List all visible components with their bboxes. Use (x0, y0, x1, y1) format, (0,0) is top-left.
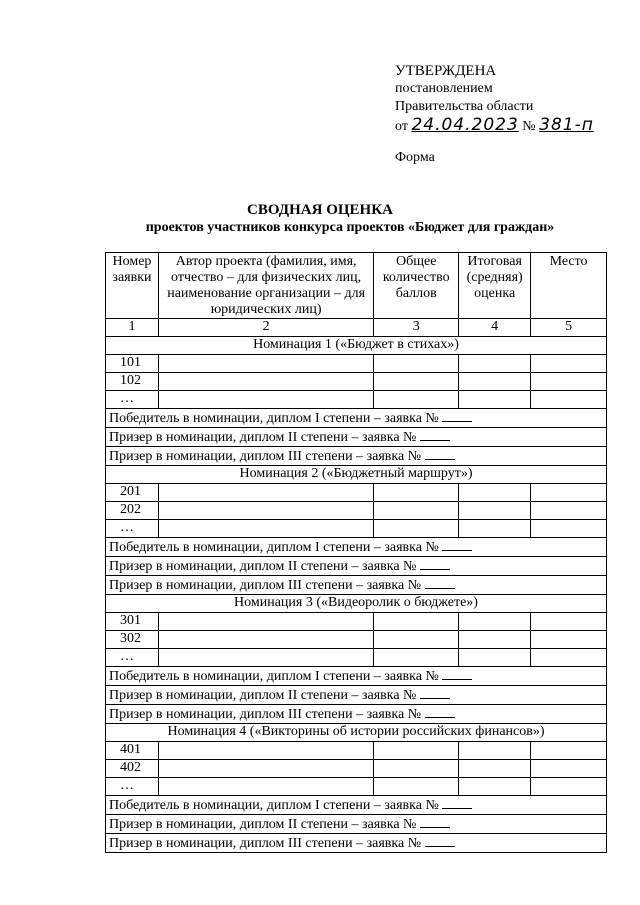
empty-cell (459, 355, 531, 373)
entry-row (106, 613, 607, 631)
result-cell (106, 834, 607, 853)
result-row (106, 705, 607, 724)
number-prefix: № (522, 119, 536, 134)
result-row (106, 538, 607, 557)
blank-line (420, 557, 450, 570)
empty-cell (531, 631, 607, 649)
summary-table (105, 252, 607, 853)
entry-row (106, 502, 607, 520)
entry-number: … (106, 649, 159, 667)
approval-block (395, 62, 625, 136)
result-row (106, 409, 607, 428)
entry-number: 401 (106, 742, 159, 760)
empty-cell (374, 355, 459, 373)
empty-cell (158, 502, 373, 520)
empty-cell (531, 502, 607, 520)
blank-line (420, 428, 450, 441)
form-label: Форма (395, 150, 435, 165)
header-application-number: Номер заявки (106, 253, 159, 319)
header-project-author: Автор проекта (фамилия, имя, отчество – для физических лиц, наименование организации – для юридических лиц) (158, 253, 373, 319)
column-number: 3 (374, 319, 459, 337)
result-row (106, 557, 607, 576)
empty-cell (374, 391, 459, 409)
result-label: Победитель в номинации, диплом I степени – заявка № (109, 669, 439, 684)
result-label: Призер в номинации, диплом III степени – заявка № (109, 836, 422, 851)
column-number: 2 (158, 319, 373, 337)
result-label: Призер в номинации, диплом III степени – заявка № (109, 449, 422, 464)
result-label: Победитель в номинации, диплом I степени – заявка № (109, 798, 439, 813)
empty-cell (158, 520, 373, 538)
entry-row (106, 484, 607, 502)
nomination-row (106, 724, 607, 742)
result-cell (106, 538, 607, 557)
blank-line (420, 815, 450, 828)
column-number: 4 (459, 319, 531, 337)
entry-row (106, 355, 607, 373)
empty-cell (459, 631, 531, 649)
empty-cell (158, 649, 373, 667)
empty-cell (374, 484, 459, 502)
empty-cell (374, 760, 459, 778)
result-cell (106, 409, 607, 428)
handwritten-date: 24.04.2023 (411, 115, 519, 135)
entry-row (106, 520, 607, 538)
approval-date-line (395, 116, 625, 136)
empty-cell (374, 613, 459, 631)
blank-line (425, 705, 455, 718)
result-row (106, 576, 607, 595)
result-cell (106, 667, 607, 686)
empty-cell (531, 742, 607, 760)
result-row (106, 428, 607, 447)
empty-cell (158, 484, 373, 502)
empty-cell (158, 613, 373, 631)
empty-cell (374, 778, 459, 796)
empty-cell (459, 649, 531, 667)
empty-cell (531, 355, 607, 373)
empty-cell (374, 502, 459, 520)
entry-number: 302 (106, 631, 159, 649)
empty-cell (158, 778, 373, 796)
empty-cell (374, 373, 459, 391)
empty-cell (459, 760, 531, 778)
empty-cell (158, 760, 373, 778)
entry-row (106, 778, 607, 796)
empty-cell (531, 484, 607, 502)
result-cell (106, 815, 607, 834)
handwritten-number: 381-п (539, 115, 594, 135)
entry-row (106, 631, 607, 649)
nomination-title: Номинация 4 («Викторины об истории российских финансов») (106, 724, 607, 742)
empty-cell (158, 742, 373, 760)
empty-cell (459, 778, 531, 796)
nomination-title: Номинация 2 («Бюджетный маршрут») (106, 466, 607, 484)
result-cell (106, 557, 607, 576)
empty-cell (374, 520, 459, 538)
approval-line-1: постановлением (395, 81, 493, 96)
result-row (106, 667, 607, 686)
result-label: Призер в номинации, диплом II степени – заявка № (109, 559, 417, 574)
blank-line (442, 538, 472, 551)
empty-cell (158, 631, 373, 649)
entry-number: … (106, 391, 159, 409)
date-prefix: от (395, 119, 408, 134)
blank-line (425, 834, 455, 847)
approval-title: УТВЕРЖДЕНА (395, 63, 497, 79)
blank-line (442, 667, 472, 680)
nomination-row (106, 595, 607, 613)
entry-row (106, 742, 607, 760)
header-place: Место (531, 253, 607, 319)
empty-cell (531, 373, 607, 391)
entry-row (106, 760, 607, 778)
entry-number: 102 (106, 373, 159, 391)
column-number-row (106, 319, 607, 337)
result-cell (106, 428, 607, 447)
empty-cell (459, 520, 531, 538)
empty-cell (531, 760, 607, 778)
empty-cell (459, 742, 531, 760)
empty-cell (459, 502, 531, 520)
blank-line (442, 796, 472, 809)
header-total-score: Общее количество баллов (374, 253, 459, 319)
entry-number: … (106, 520, 159, 538)
nomination-title: Номинация 3 («Видеоролик о бюджете») (106, 595, 607, 613)
empty-cell (158, 391, 373, 409)
empty-cell (531, 778, 607, 796)
result-label: Победитель в номинации, диплом I степени – заявка № (109, 411, 439, 426)
result-label: Призер в номинации, диплом II степени – заявка № (109, 430, 417, 445)
result-label: Призер в номинации, диплом III степени – заявка № (109, 578, 422, 593)
blank-line (425, 576, 455, 589)
nomination-title: Номинация 1 («Бюджет в стихах») (106, 337, 607, 355)
result-label: Призер в номинации, диплом III степени – заявка № (109, 707, 422, 722)
entry-number: … (106, 778, 159, 796)
result-cell (106, 705, 607, 724)
entry-row (106, 649, 607, 667)
blank-line (425, 447, 455, 460)
table-header-row (106, 253, 607, 319)
result-label: Призер в номинации, диплом II степени – заявка № (109, 817, 417, 832)
header-final-score: Итоговая (средняя) оценка (459, 253, 531, 319)
empty-cell (531, 520, 607, 538)
result-cell (106, 686, 607, 705)
nomination-row (106, 466, 607, 484)
entry-number: 402 (106, 760, 159, 778)
column-number: 1 (106, 319, 159, 337)
result-cell (106, 796, 607, 815)
document-subtitle: проектов участников конкурса проектов «Бюджет для граждан» (145, 220, 555, 235)
empty-cell (459, 373, 531, 391)
approval-line-2: Правительства области (395, 99, 534, 114)
result-row (106, 834, 607, 853)
empty-cell (531, 391, 607, 409)
empty-cell (374, 631, 459, 649)
entry-number: 201 (106, 484, 159, 502)
nomination-row (106, 337, 607, 355)
result-row (106, 815, 607, 834)
empty-cell (531, 649, 607, 667)
empty-cell (459, 484, 531, 502)
result-row (106, 447, 607, 466)
result-row (106, 686, 607, 705)
blank-line (442, 409, 472, 422)
empty-cell (158, 373, 373, 391)
entry-number: 101 (106, 355, 159, 373)
empty-cell (531, 613, 607, 631)
empty-cell (459, 391, 531, 409)
entry-number: 301 (106, 613, 159, 631)
entry-row (106, 391, 607, 409)
empty-cell (158, 355, 373, 373)
empty-cell (374, 742, 459, 760)
blank-line (420, 686, 450, 699)
entry-number: 202 (106, 502, 159, 520)
empty-cell (374, 649, 459, 667)
entry-row (106, 373, 607, 391)
result-row (106, 796, 607, 815)
result-label: Победитель в номинации, диплом I степени – заявка № (109, 540, 439, 555)
column-number: 5 (531, 319, 607, 337)
result-cell (106, 576, 607, 595)
document-title: СВОДНАЯ ОЦЕНКА (247, 202, 393, 218)
result-cell (106, 447, 607, 466)
empty-cell (459, 613, 531, 631)
result-label: Призер в номинации, диплом II степени – заявка № (109, 688, 417, 703)
